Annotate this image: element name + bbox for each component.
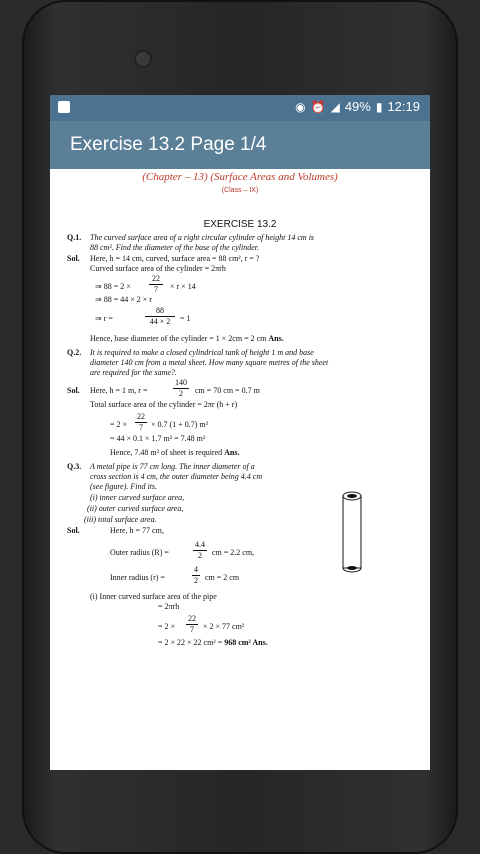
sol2-eq1-a: = 2 ×	[110, 420, 128, 429]
sol2-line-1a: Here, h = 1 m, r =	[90, 386, 148, 395]
phone-bottom-bezel	[50, 770, 430, 830]
sol2-line-1b: cm = 70 cm = 0.7 m	[195, 386, 260, 395]
clock: 12:19	[387, 99, 420, 114]
q2-text-1: It is required to make a closed cylindrical tank of height 1 m and base	[90, 348, 314, 357]
class-heading: (Class – IX)	[221, 187, 259, 194]
sol3-part-2: = 2πrh	[158, 602, 180, 611]
sol1-eq1-a: ⇒ 88 = 2 ×	[95, 282, 131, 291]
chapter-heading: (Chapter – 13) (Surface Areas and Volumes)	[142, 171, 338, 183]
sol3-part-3b: × 2 × 77 cm²	[203, 622, 245, 631]
q3-label: Q.3.	[67, 462, 82, 471]
image-notification-icon	[58, 101, 70, 113]
sol1-eq3-a: ⇒ r =	[95, 314, 113, 323]
sol3-line-1: Here, h = 77 cm,	[110, 526, 164, 535]
sol1-eq1-fraction: 22 7	[149, 275, 163, 294]
sol2-fraction: 140 2	[175, 378, 187, 398]
q3-text-1: A metal pipe is 77 cm long. The inner diameter of a	[90, 462, 255, 471]
sol2-label: Sol.	[67, 386, 80, 395]
sol3-inner-b: cm = 2 cm	[205, 573, 240, 582]
sol2-line-2: Total surface area of the cylinder = 2πr (h + r)	[90, 400, 238, 409]
page-title: Exercise 13.2 Page 1/4	[70, 134, 267, 155]
battery-icon: ▮	[375, 99, 383, 114]
status-bar	[50, 95, 430, 121]
q2-text-2: diameter 140 cm from a metal sheet. How many square metres of the sheet	[90, 358, 329, 367]
sol3-part-1: (i) Inner curved surface area of the pipe	[90, 592, 217, 601]
q1-text-1: The curved surface area of a right circular cylinder of height 14 cm is	[90, 233, 315, 242]
signal-icon: ◢	[330, 99, 340, 114]
sol2-eq1-b: × 0.7 (1 + 0.7) m²	[151, 420, 208, 429]
pipe-figure	[340, 491, 364, 573]
sol3-part-3a: = 2 ×	[158, 622, 176, 631]
sol2-eq2: = 44 × 0.1 × 1.7 m² = 7.48 m²	[110, 434, 206, 443]
sol3-inner-a: Inner radius (r) =	[110, 573, 165, 582]
q3-part-iii: (iii) total surface area.	[84, 515, 157, 524]
sol3-outer-a: Outer radius (R) =	[110, 548, 169, 557]
q3-text-2: cross section is 4 cm, the outer diameter being 4.4 cm	[90, 472, 263, 481]
sol1-line-2: Curved surface area of the cylinder = 2πrh	[90, 264, 226, 273]
q3-part-ii: (ii) outer curved surface area,	[87, 504, 184, 513]
q3-part-i: (i) inner curved surface area,	[90, 493, 185, 502]
sol2-eq1-fraction: 22 7	[137, 412, 145, 432]
sol1-label: Sol.	[67, 254, 80, 263]
sol1-eq2: ⇒ 88 = 44 × 2 × r	[95, 295, 152, 304]
alarm-icon: ⏰	[310, 99, 326, 114]
q3-text-3: (see figure). Find its.	[90, 482, 158, 491]
sol1-line-3: Hence, base diameter of the cylinder = 1 × 2cm = 2 cm Ans.	[90, 334, 284, 343]
battery-percent: 49%	[344, 99, 371, 114]
status-icons	[295, 99, 420, 114]
q2-label: Q.2.	[67, 348, 82, 357]
sol3-inner-fraction: 4 2	[194, 565, 198, 585]
document-page[interactable]	[50, 169, 430, 770]
q1-label: Q.1.	[67, 233, 82, 242]
sol3-outer-fraction: 4.4 2	[195, 540, 205, 560]
sync-icon: ◉	[295, 99, 306, 114]
sol1-line-1: Here, h = 14 cm, curved, surface area = 88 cm², r = ?	[90, 254, 260, 263]
q1-text-2: 88 cm². Find the diameter of the base of the cylinder.	[90, 243, 260, 252]
sol1-eq3-b: = 1	[180, 314, 191, 323]
sol3-part-3-fraction: 22 7	[188, 614, 196, 634]
sol3-outer-b: cm = 2.2 cm,	[212, 548, 255, 557]
sol1-eq1-b: × r × 14	[170, 282, 196, 291]
front-camera	[134, 50, 152, 68]
sol1-eq3-fraction: 88 44 × 2	[145, 307, 175, 326]
q2-text-3: are required for the same?.	[90, 368, 177, 377]
app-bar	[50, 121, 430, 169]
sol3-label: Sol.	[67, 526, 80, 535]
exercise-heading: EXERCISE 13.2	[203, 219, 277, 230]
sol3-part-4: = 2 × 22 × 22 cm² = 968 cm² Ans.	[158, 638, 268, 647]
screen	[50, 95, 430, 770]
sol2-line-3: Hence, 7.48 m² of sheet is required Ans.	[110, 448, 240, 457]
